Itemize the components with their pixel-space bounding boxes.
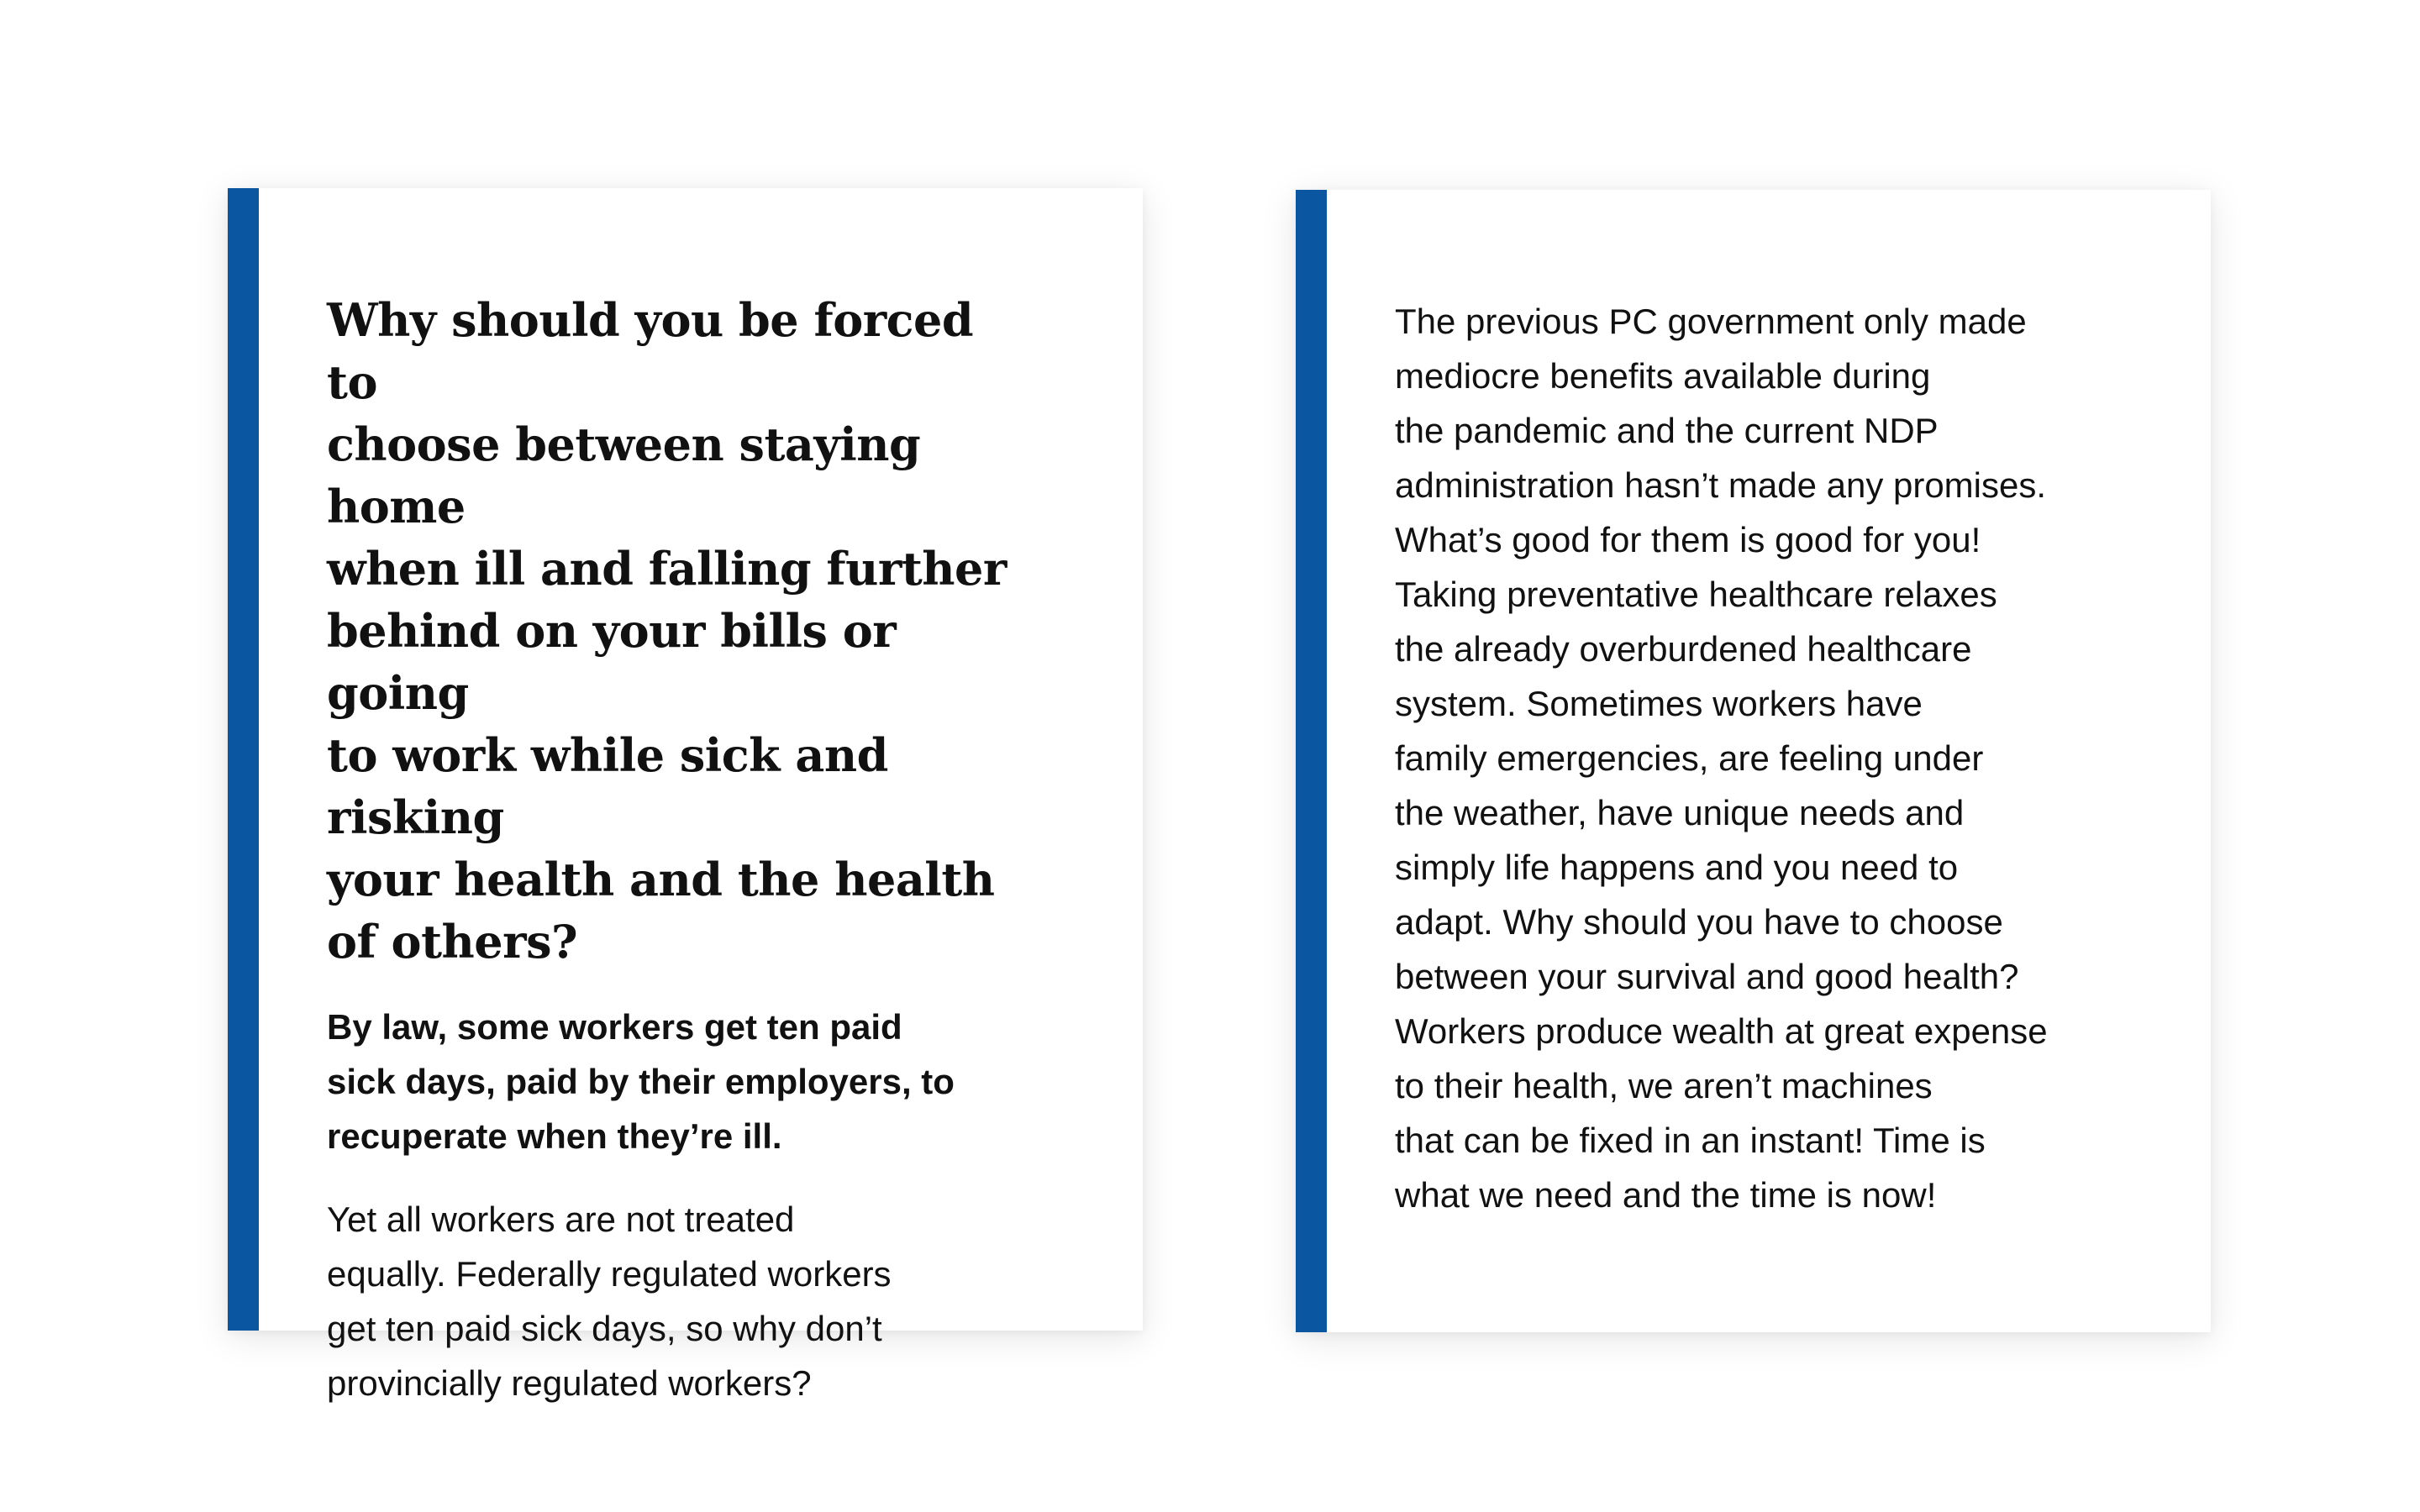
card-headline: Why should you be forced to choose between staying home when ill and falling further behind on your bills or going to work while sick and risking your health and the health of others? [327,293,1007,969]
card-body-text: Yet all workers are not treated equally. Federally regulated workers get ten paid sick days, so why don’t provincially regulated workers? [327,1200,892,1403]
sick-days-argument-card [1296,190,2211,1332]
right-accent-bar [1296,190,1327,1332]
card-lead-text: By law, some workers get ten paid sick days, paid by their employers, to recuperate when they’re ill. [327,1007,955,1156]
left-accent-bar [228,188,259,1331]
sick-days-question-card [228,188,1143,1403]
right-card-content [1395,294,2102,1222]
left-card-content [327,289,1017,1410]
card-body-text: The previous PC government only made mediocre benefits available during the pandemic and the current NDP administration hasn’t made any promises. What’s good for them is good for you! Taking preventative healthcare relaxes the already overburdened healthcare system. Sometimes workers have family emergencies, are feeling under the weather, have unique needs and simply life happens and you need to adapt. Why should you have to choose between your survival and good health? Workers produce wealth at great expense to their health, we aren’t machines that can be fixed in an instant! Time is what we need and the time is now! [1395,302,2048,1215]
